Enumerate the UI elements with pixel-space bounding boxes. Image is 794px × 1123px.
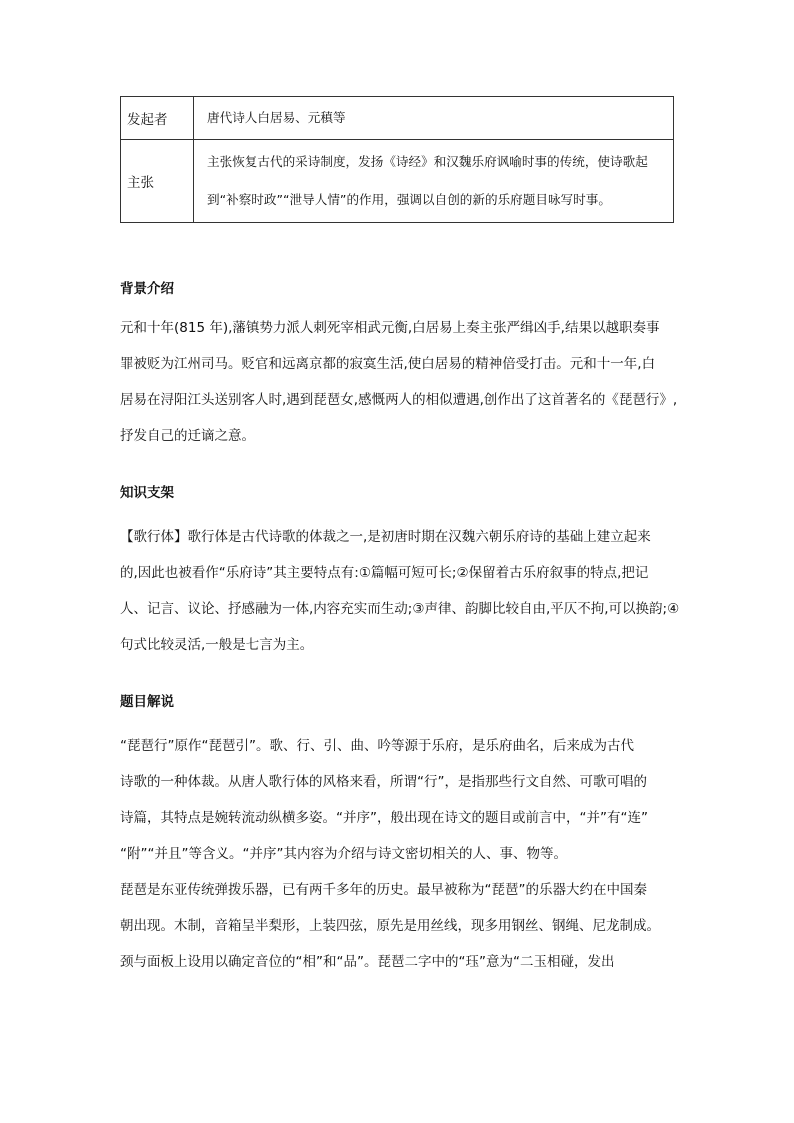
section-title-background: 背景介绍: [120, 281, 174, 297]
paragraph-line: 抒发自己的迁谪之意。: [120, 428, 255, 444]
table-label-initiator: 发起者: [121, 97, 194, 140]
table-label-claim: 主张: [121, 140, 194, 223]
info-table: [120, 96, 674, 223]
paragraph-background: [120, 310, 680, 454]
paragraph-line: 诗篇，其特点是婉转流动纵横多姿。“并序”，般出现在诗文的题目或前言中，“并”有“连”: [120, 810, 648, 826]
section-title-knowledge: 知识支架: [120, 485, 174, 501]
paragraph-line: 颈与面板上设用以确定音位的“相”和“品”。琵琶二字中的“珏”意为“二玉相碰，发出: [120, 954, 615, 970]
paragraph-line: 琵琶是东亚传统弹拨乐器，已有两千多年的历史。最早被称为“琵琶”的乐器大约在中国秦: [120, 882, 647, 898]
table-row-claim: [121, 140, 674, 223]
table-row-initiator: [121, 97, 674, 140]
table-value-line: 到“补察时政”“泄导人情”的作用，强调以自创的新的乐府题目咏写时事。: [207, 192, 611, 207]
paragraph-line: 诗歌的一种体裁。从唐人歌行体的风格来看，所谓“行”，是指那些行文自然、可歌可唱的: [120, 774, 647, 790]
paragraph-line: 的,因此也被看作“乐府诗”其主要特点有:①篇幅可短可长;②保留着古乐府叙事的特点,把记: [120, 565, 649, 581]
table-value-initiator: [194, 97, 674, 140]
table-value-line: 唐代诗人白居易、元稹等: [207, 110, 346, 125]
paragraph-line: 句式比较灵活,一般是七言为主。: [120, 637, 314, 653]
paragraph-line: 罪被贬为江州司马。贬官和远离京都的寂寞生活,使白居易的精神倍受打击。元和十一年,白: [120, 356, 656, 372]
paragraph-knowledge: [120, 519, 680, 663]
paragraph-line: “附”“并且”等含义。“并序”其内容为介绍与诗文密切相关的人、事、物等。: [120, 846, 567, 862]
table-value-claim: [194, 140, 674, 223]
table-value-line: 主张恢复古代的采诗制度，发扬《诗经》和汉魏乐府讽喻时事的传统，使诗歌起: [207, 154, 648, 169]
paragraph-line: 元和十年(815 年),藩镇势力派人刺死宰相武元衡,白居易上奏主张严缉凶手,结果以越职奏事: [120, 320, 660, 336]
section-title-title-explain: 题目解说: [120, 694, 174, 710]
paragraph-title-explain: [120, 728, 680, 980]
paragraph-line: 【歌行体】歌行体是古代诗歌的体裁之一,是初唐时期在汉魏六朝乐府诗的基础上建立起来: [120, 529, 651, 545]
paragraph-line: 人、记言、议论、抒感融为一体,内容充实而生动;③声律、韵脚比较自由,平仄不拘,可以换韵;④: [120, 601, 680, 617]
paragraph-line: 居易在浔阳江头送别客人时,遇到琵琶女,感慨两人的相似遭遇,创作出了这首著名的《琵琶行》,: [120, 392, 678, 408]
paragraph-line: 朝出现。木制，音箱呈半梨形，上装四弦，原先是用丝线，现多用钢丝、钢绳、尼龙制成。: [120, 918, 660, 934]
paragraph-line: “琵琶行”原作“琵琶引”。歌、行、引、曲、吟等源于乐府，是乐府曲名，后来成为古代: [120, 738, 634, 754]
